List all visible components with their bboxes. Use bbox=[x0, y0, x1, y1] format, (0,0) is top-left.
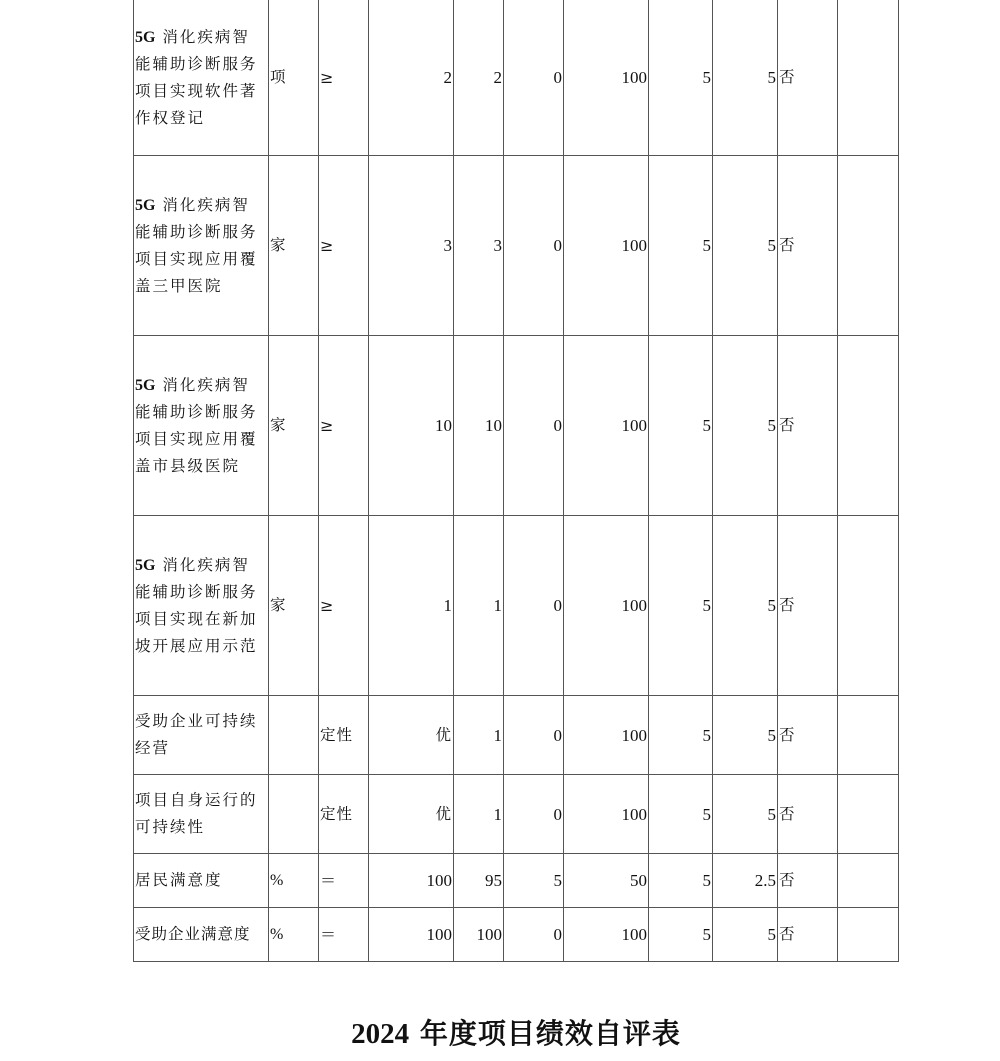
deviation-cell: 0 bbox=[504, 908, 564, 962]
remark-cell bbox=[838, 908, 899, 962]
score-cell: 5 bbox=[713, 336, 778, 516]
actual-cell: 100 bbox=[454, 908, 504, 962]
target-cell: 1 bbox=[369, 516, 454, 696]
operator-cell: ＝ bbox=[319, 908, 369, 962]
deviation-cell: 0 bbox=[504, 0, 564, 156]
table-row bbox=[134, 854, 899, 908]
operator-cell: ＝ bbox=[319, 854, 369, 908]
score-cell: 5 bbox=[713, 908, 778, 962]
completion-rate-cell: 100 bbox=[564, 696, 649, 775]
score-cell: 2.5 bbox=[713, 854, 778, 908]
flag-cell: 否 bbox=[778, 854, 838, 908]
completion-rate-cell: 100 bbox=[564, 336, 649, 516]
flag-cell: 否 bbox=[778, 0, 838, 156]
performance-table bbox=[133, 0, 899, 962]
actual-cell: 1 bbox=[454, 696, 504, 775]
remark-cell bbox=[838, 854, 899, 908]
unit-cell: 家 bbox=[269, 336, 319, 516]
operator-cell: ≥ bbox=[319, 0, 369, 156]
unit-cell: 家 bbox=[269, 516, 319, 696]
table-row bbox=[134, 516, 899, 696]
remark-cell bbox=[838, 156, 899, 336]
unit-cell bbox=[269, 696, 319, 775]
unit-cell: % bbox=[269, 854, 319, 908]
remark-cell bbox=[838, 696, 899, 775]
unit-cell: 项 bbox=[269, 0, 319, 156]
actual-cell: 1 bbox=[454, 516, 504, 696]
completion-rate-cell: 100 bbox=[564, 0, 649, 156]
weight-cell: 5 bbox=[649, 156, 713, 336]
target-cell: 3 bbox=[369, 156, 454, 336]
target-cell: 100 bbox=[369, 854, 454, 908]
target-cell: 优 bbox=[369, 696, 454, 775]
remark-cell bbox=[838, 516, 899, 696]
weight-cell: 5 bbox=[649, 336, 713, 516]
completion-rate-cell: 100 bbox=[564, 516, 649, 696]
indicator-cell: 5G 消化疾病智能辅助诊断服务项目实现软件著作权登记 bbox=[134, 0, 269, 156]
deviation-cell: 0 bbox=[504, 156, 564, 336]
indicator-cell: 5G 消化疾病智能辅助诊断服务项目实现应用覆盖市县级医院 bbox=[134, 336, 269, 516]
indicator-cell: 5G 消化疾病智能辅助诊断服务项目实现应用覆盖三甲医院 bbox=[134, 156, 269, 336]
flag-cell: 否 bbox=[778, 775, 838, 854]
score-cell: 5 bbox=[713, 775, 778, 854]
completion-rate-cell: 50 bbox=[564, 854, 649, 908]
section-title: 2024 年度项目绩效自评表 bbox=[351, 1017, 681, 1050]
flag-cell: 否 bbox=[778, 908, 838, 962]
flag-cell: 否 bbox=[778, 336, 838, 516]
flag-cell: 否 bbox=[778, 696, 838, 775]
remark-cell bbox=[838, 336, 899, 516]
weight-cell: 5 bbox=[649, 854, 713, 908]
actual-cell: 10 bbox=[454, 336, 504, 516]
indicator-cell: 受助企业满意度 bbox=[134, 908, 269, 962]
deviation-cell: 0 bbox=[504, 775, 564, 854]
flag-cell: 否 bbox=[778, 516, 838, 696]
deviation-cell: 0 bbox=[504, 336, 564, 516]
deviation-cell: 5 bbox=[504, 854, 564, 908]
indicator-cell: 居民满意度 bbox=[134, 854, 269, 908]
score-cell: 5 bbox=[713, 516, 778, 696]
target-cell: 优 bbox=[369, 775, 454, 854]
flag-cell: 否 bbox=[778, 156, 838, 336]
weight-cell: 5 bbox=[649, 908, 713, 962]
remark-cell bbox=[838, 775, 899, 854]
unit-cell: 家 bbox=[269, 156, 319, 336]
target-cell: 10 bbox=[369, 336, 454, 516]
actual-cell: 2 bbox=[454, 0, 504, 156]
indicator-cell: 项目自身运行的可持续性 bbox=[134, 775, 269, 854]
deviation-cell: 0 bbox=[504, 516, 564, 696]
operator-cell: 定性 bbox=[319, 696, 369, 775]
table-row bbox=[134, 336, 899, 516]
table-row bbox=[134, 156, 899, 336]
operator-cell: ≥ bbox=[319, 516, 369, 696]
target-cell: 2 bbox=[369, 0, 454, 156]
weight-cell: 5 bbox=[649, 0, 713, 156]
table-row bbox=[134, 775, 899, 854]
operator-cell: 定性 bbox=[319, 775, 369, 854]
actual-cell: 95 bbox=[454, 854, 504, 908]
score-cell: 5 bbox=[713, 156, 778, 336]
actual-cell: 3 bbox=[454, 156, 504, 336]
score-cell: 5 bbox=[713, 0, 778, 156]
remark-cell bbox=[838, 0, 899, 156]
target-cell: 100 bbox=[369, 908, 454, 962]
indicator-cell: 受助企业可持续经营 bbox=[134, 696, 269, 775]
weight-cell: 5 bbox=[649, 696, 713, 775]
weight-cell: 5 bbox=[649, 516, 713, 696]
completion-rate-cell: 100 bbox=[564, 908, 649, 962]
operator-cell: ≥ bbox=[319, 156, 369, 336]
weight-cell: 5 bbox=[649, 775, 713, 854]
score-cell: 5 bbox=[713, 696, 778, 775]
table-row bbox=[134, 0, 899, 156]
unit-cell: % bbox=[269, 908, 319, 962]
actual-cell: 1 bbox=[454, 775, 504, 854]
deviation-cell: 0 bbox=[504, 696, 564, 775]
completion-rate-cell: 100 bbox=[564, 156, 649, 336]
completion-rate-cell: 100 bbox=[564, 775, 649, 854]
operator-cell: ≥ bbox=[319, 336, 369, 516]
indicator-cell: 5G 消化疾病智能辅助诊断服务项目实现在新加坡开展应用示范 bbox=[134, 516, 269, 696]
table-row bbox=[134, 908, 899, 962]
table-row bbox=[134, 696, 899, 775]
unit-cell bbox=[269, 775, 319, 854]
